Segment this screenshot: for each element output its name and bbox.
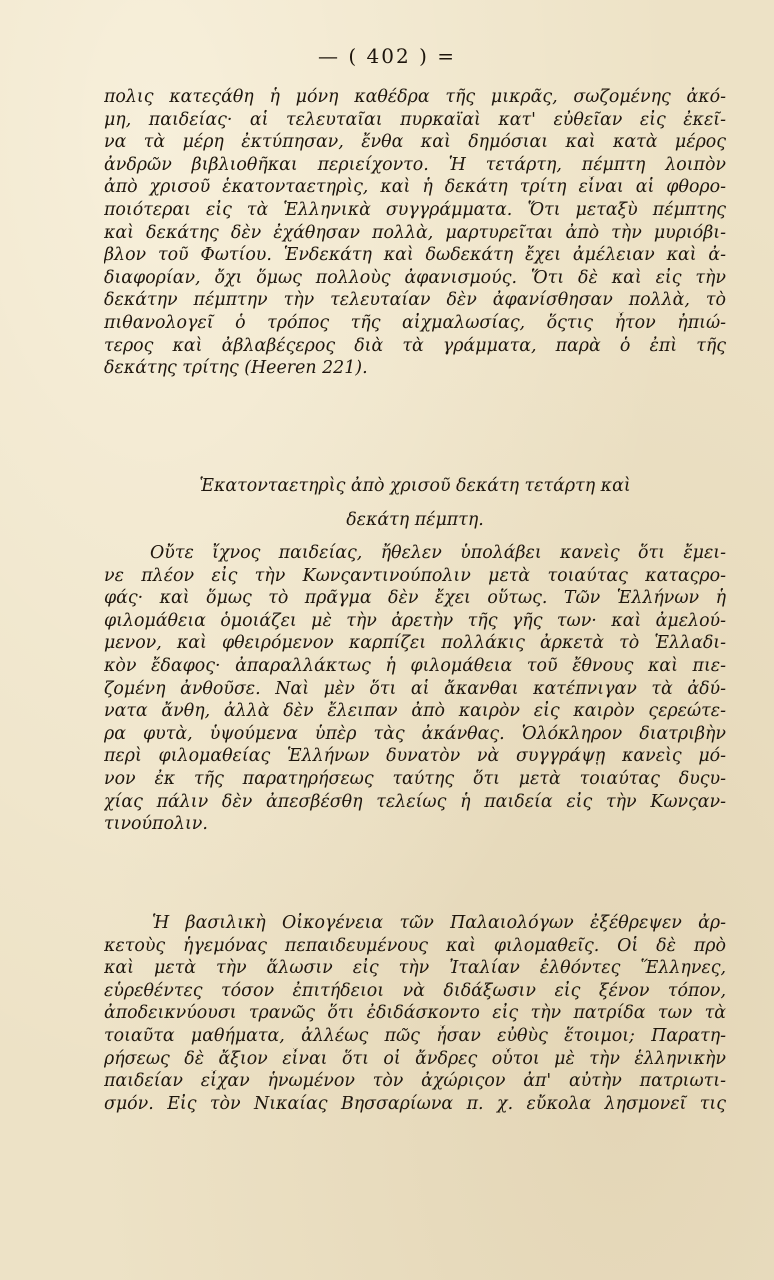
text-line: τοιαῦτα μαθήματα, ἀλλέως πῶς ἦσαν εὐθὺς ἕτοιμοι; Παρατη-: [104, 1025, 726, 1046]
text-line: σμόν. Εἰς τὸν Νικαίας Βησσαρίωνα π. χ. εὔκολα λησμονεῖ τις: [104, 1093, 726, 1114]
text-line: ποιότεραι εἰς τὰ Ἑλληνικὰ συγγράμματα. Ὅτι μεταξὺ πέμπτης: [104, 199, 726, 220]
text-line: πιθανολογεῖ ὁ τρόπος τῆς αἰχμαλωσίας, ὅςτις ἦτον ἠπιώ-: [104, 312, 726, 333]
text-line: βλον τοῦ Φωτίου. Ἑνδεκάτη καὶ δωδεκάτη ἔχει ἀμέλειαν καὶ ἀ-: [104, 245, 726, 266]
text-line: περὶ φιλομαθείας Ἑλλήνων δυνατὸν νὰ συγγράψῃ κανεὶς μό-: [104, 746, 726, 767]
text-line: δεκάτης τρίτης (Heeren 221).: [104, 358, 368, 379]
text-line: ζομένη ἀνθοῦσε. Ναὶ μὲν ὅτι αἱ ἄκανθαι κατέπνιγαν τὰ ἀδύ-: [104, 678, 726, 699]
text-line: ρήσεως δὲ ἄξιον εἶναι ὅτι οἱ ἄνδρες οὗτοι μὲ τὴν ἑλληνικὴν: [104, 1048, 726, 1069]
text-line: δεκάτην πέμπτην τὴν τελευταίαν δὲν ἀφανίσθησαν πολλὰ, τὸ: [104, 290, 726, 311]
text-line: μη, παιδείας· αἱ τελευταῖαι πυρκαϊαὶ κατ' εὐθεῖαν εἰς ἐκεῖ-: [104, 109, 726, 130]
text-line: εὑρεθέντες τόσον ἐπιτήδειοι νὰ διδάξωσιν εἰς ξένον τόπον,: [104, 980, 726, 1001]
text-line: ἀνδρῶν βιβλιοθῆκαι περιείχοντο. Ἡ τετάρτη, πέμπτη λοιπὸν: [104, 154, 726, 175]
text-line: Οὔτε ἴχνος παιδείας, ἤθελεν ὑπολάβει κανεὶς ὅτι ἔμει-: [150, 543, 726, 563]
text-line: νον ἐκ τῆς παρατηρήσεως ταύτης ὅτι μετὰ τοιαύτας δυςυ-: [104, 768, 726, 789]
page-number: — ( 402 ) =: [318, 44, 456, 68]
text-line: διαφορίαν, ὄχι ὅμως πολλοὺς ἀφανισμούς. Ὅτι δὲ καὶ εἰς τὴν: [104, 267, 726, 288]
text-line: νατα ἄνθη, ἀλλὰ δὲν ἔλειπαν ἀπὸ καιρὸν εἰς καιρὸν ςερεώτε-: [104, 701, 726, 722]
text-line: μενον, καὶ φθειρόμενον καρπίζει πολλάκις ἀρκετὰ τὸ Ἑλλαδι-: [104, 633, 726, 654]
text-line: Ἡ βασιλικὴ Οἰκογένεια τῶν Παλαιολόγων ἐξέθρεψεν ἀρ-: [152, 913, 726, 933]
text-line: φιλομάθεια ὁμοιάζει μὲ τὴν ἀρετὴν τῆς γῆς των· καὶ ἀμελού-: [104, 610, 726, 631]
text-line: καὶ δεκάτης δὲν ἐχάθησαν πολλὰ, μαρτυρεῖται ἀπὸ τὴν μυριόβι-: [104, 222, 726, 243]
text-line: τινούπολιν.: [104, 814, 208, 835]
text-line: φάς· καὶ ὅμως τὸ πρᾶγμα δὲν ἔχει οὕτως. Τῶν Ἑλλήνων ἡ: [104, 588, 726, 609]
text-line: ἀπὸ χρισοῦ ἑκατονταετηρὶς, καὶ ἡ δεκάτη τρίτη εἶναι αἱ φθορο-: [104, 177, 726, 198]
text-line: νε πλέον εἰς τὴν Κωνςαντινούπολιν μετὰ τοιαύτας καταςρο-: [104, 565, 726, 586]
text-line: κὸν ἔδαφος· ἀπαραλλάκτως ἡ φιλομάθεια τοῦ ἔθνους καὶ πιε-: [104, 655, 726, 676]
heading-line: Ἑκατονταετηρὶς ἀπὸ χρισοῦ δεκάτη τετάρτη καὶ: [199, 476, 631, 496]
text-line: χίας πάλιν δὲν ἀπεσβέσθη τελείως ἡ παιδεία εἰς τὴν Κωνςαν-: [104, 791, 726, 812]
text-line: ἀποδεικνύουσι τρανῶς ὅτι ἐδιδάσκοντο εἰς τὴν πατρίδα των τὰ: [104, 1003, 726, 1024]
text-line: παιδείαν εἶχαν ἡνωμένον τὸν ἀχώριςον ἀπ' αὐτὴν πατριωτι-: [104, 1071, 726, 1092]
text-line: καὶ μετὰ τὴν ἅλωσιν εἰς τὴν Ἰταλίαν ἐλθόντες Ἕλληνες,: [104, 958, 726, 979]
paragraph-2: [104, 542, 726, 836]
text-line: να τὰ μέρη ἐκτύπησαν, ἔνθα καὶ δημόσιαι καὶ κατὰ μέρος: [104, 132, 726, 153]
text-line: κετοὺς ἡγεμόνας πεπαιδευμένους καὶ φιλομαθεῖς. Οἱ δὲ πρὸ: [104, 935, 726, 956]
heading-line: δεκάτη πέμπτη.: [346, 510, 484, 530]
text-line: τερος καὶ ἀβλαβέςερος διὰ τὰ γράμματα, παρὰ ὁ ἐπὶ τῆς: [104, 335, 726, 356]
paragraph-3: [104, 912, 726, 1115]
paragraph-1: [104, 86, 726, 380]
text-line: πολις κατεςάθη ἡ μόνη καθέδρα τῆς μικρᾶς, σωζομένης ἀκό-: [104, 87, 726, 107]
text-line: ρα φυτὰ, ὑψούμενα ὑπὲρ τὰς ἀκάνθας. Ὁλόκληρον διατριβὴν: [104, 723, 726, 744]
section-heading: [104, 469, 726, 537]
